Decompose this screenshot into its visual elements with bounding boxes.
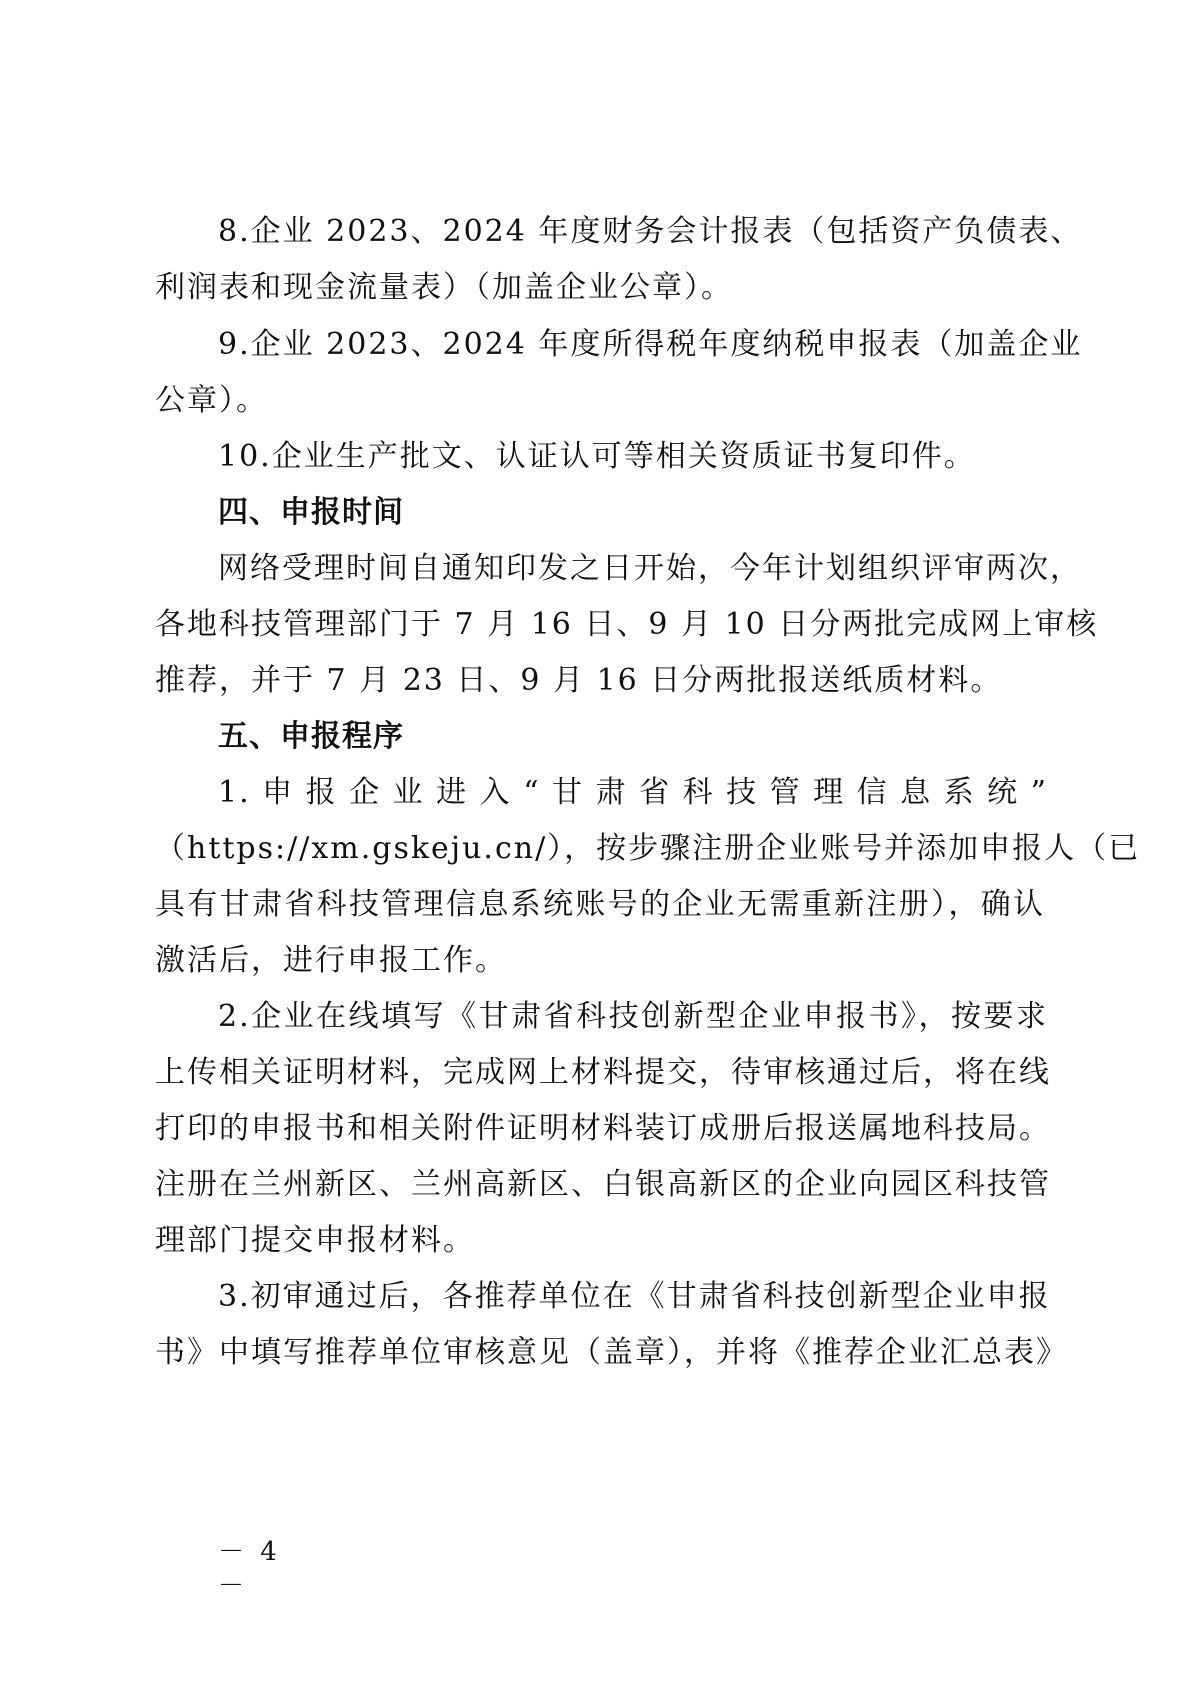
procedure-step-2-line-4: 注册在兰州新区、兰州高新区、白银高新区的企业向园区科技管 xyxy=(155,1167,1051,1202)
item-10-line: 10.企业生产批文、认证认可等相关资质证书复印件。 xyxy=(218,439,976,474)
procedure-step-1-line-2: （https://xm.gskeju.cn/），按步骤注册企业账号并添加申报人（已 xyxy=(155,831,1141,866)
section-heading-application-procedure: 五、申报程序 xyxy=(218,719,404,754)
procedure-step-2-line-5: 理部门提交申报材料。 xyxy=(155,1223,475,1258)
procedure-step-3-line-2: 书》中填写推荐单位审核意见（盖章），并将《推荐企业汇总表》 xyxy=(155,1335,1068,1370)
procedure-step-1-line-4: 激活后，进行申报工作。 xyxy=(155,943,507,978)
page-number: － 4 － xyxy=(218,1537,281,1601)
item-9-line-2: 公章）。 xyxy=(155,383,268,418)
procedure-step-2-line-3: 打印的申报书和相关附件证明材料装订成册后报送属地科技局。 xyxy=(155,1111,1051,1146)
procedure-step-2-line-2: 上传相关证明材料，完成网上材料提交，待审核通过后，将在线 xyxy=(155,1055,1051,1090)
procedure-step-3-line-1: 3.初审通过后，各推荐单位在《甘肃省科技创新型企业申报 xyxy=(218,1279,1051,1314)
application-time-paragraph-line-3: 推荐，并于 7 月 23 日、9 月 16 日分两批报送纸质材料。 xyxy=(155,663,1003,698)
item-9-line-1: 9.企业 2023、2024 年度所得税年度纳税申报表（加盖企业 xyxy=(218,327,1083,362)
procedure-step-1-line-3: 具有甘肃省科技管理信息系统账号的企业无需重新注册），确认 xyxy=(155,887,1045,922)
section-heading-application-time: 四、申报时间 xyxy=(218,495,404,530)
procedure-step-2-line-1: 2.企业在线填写《甘肃省科技创新型企业申报书》，按要求 xyxy=(218,999,1048,1034)
application-time-paragraph-line-1: 网络受理时间自通知印发之日开始，今年计划组织评审两次， xyxy=(218,551,1082,586)
item-8-line-2: 利润表和现金流量表）（加盖企业公章）。 xyxy=(155,270,733,305)
item-8-line-1: 8.企业 2023、2024 年度财务会计报表（包括资产负债表、 xyxy=(218,214,1083,249)
procedure-step-1-line-1: 1.申报企业进入“甘肃省科技管理信息系统” xyxy=(218,775,1048,810)
application-time-paragraph-line-2: 各地科技管理部门于 7 月 16 日、9 月 10 日分两批完成网上审核 xyxy=(155,607,1099,642)
